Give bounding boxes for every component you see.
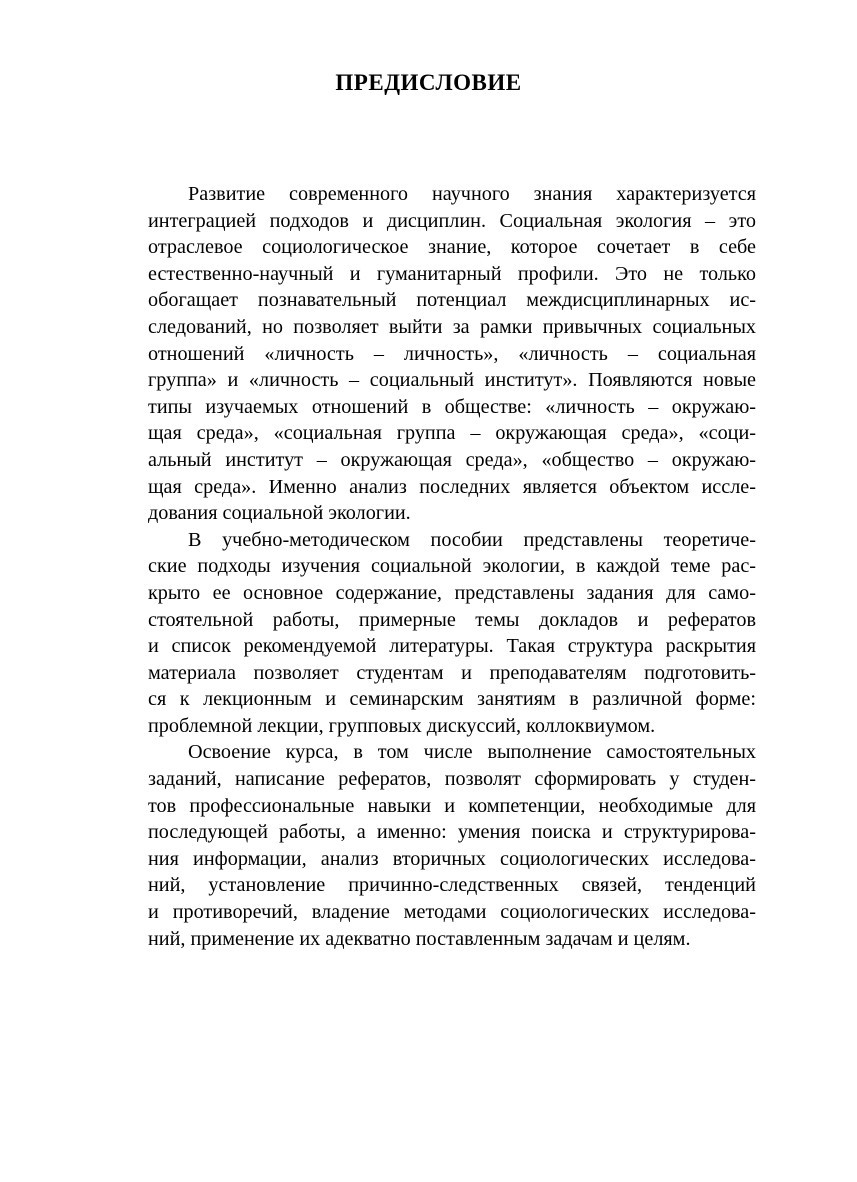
- text-line: и список рекомендуемой литературы. Такая структура раскрытия: [148, 635, 756, 658]
- text-line: группа» и «личность – социальный институт». Появляются новые: [148, 369, 756, 392]
- page-title: ПРЕДИСЛОВИЕ: [335, 70, 522, 95]
- text-line: и противоречий, владение методами социологических исследова-: [148, 901, 756, 924]
- text-line: типы изучаемых отношений в обществе: «личность – окружаю-: [148, 395, 756, 418]
- text-line: проблемной лекции, групповых дискуссий, коллоквиумом.: [148, 714, 656, 737]
- text-line: тов профессиональные навыки и компетенции, необходимые для: [148, 794, 756, 817]
- paragraph-2: [108, 527, 756, 740]
- text-line: естественно-научный и гуманитарный профили. Это не только: [148, 262, 756, 285]
- text-line: последующей работы, а именно: умения поиска и структурирова-: [148, 821, 756, 844]
- text-line: ся к лекционным и семинарским занятиям в различной форме:: [148, 688, 756, 711]
- text-line: ния информации, анализ вторичных социологических исследова-: [148, 847, 756, 870]
- text-line: обогащает познавательный потенциал междисциплинарных ис-: [148, 289, 756, 312]
- paragraph-3: [108, 739, 756, 952]
- text-line: Развитие современного научного знания характеризуется: [188, 183, 756, 205]
- text-line: стоятельной работы, примерные темы докладов и рефератов: [148, 608, 756, 631]
- text-line: Освоение курса, в том числе выполнение самостоятельных: [188, 741, 756, 764]
- text-line: щая среда», «социальная группа – окружающая среда», «соци-: [148, 422, 756, 445]
- text-line: крыто ее основное содержание, представлены задания для само-: [148, 581, 756, 604]
- text-line: ские подходы изучения социальной экологии, в каждой теме рас-: [148, 555, 756, 578]
- text-line: альный институт – окружающая среда», «общество – окружаю-: [148, 448, 756, 471]
- text-line: материала позволяет студентам и преподавателям подготовить-: [148, 661, 756, 684]
- text-line: следований, но позволяет выйти за рамки привычных социальных: [148, 315, 756, 338]
- text-line: В учебно-методическом пособии представлены теоретиче-: [188, 528, 756, 551]
- text-line: отношений «личность – личность», «личность – социальная: [148, 342, 756, 365]
- text-line: отраслевое социологическое знание, которое сочетает в себе: [148, 236, 756, 259]
- text-line: интеграцией подходов и дисциплин. Социальная экология – это: [148, 209, 756, 232]
- text-line: заданий, написание рефератов, позволят сформировать у студен-: [148, 768, 756, 791]
- text-line: ний, установление причинно-следственных связей, тенденций: [148, 874, 756, 897]
- body-text: [108, 181, 756, 952]
- paragraph-1: [108, 181, 756, 527]
- text-line: ний, применение их адекватно поставленным задачам и целям.: [148, 927, 691, 950]
- text-line: дования социальной экологии.: [148, 502, 411, 525]
- text-line: щая среда». Именно анализ последних является объектом иссле-: [148, 475, 756, 498]
